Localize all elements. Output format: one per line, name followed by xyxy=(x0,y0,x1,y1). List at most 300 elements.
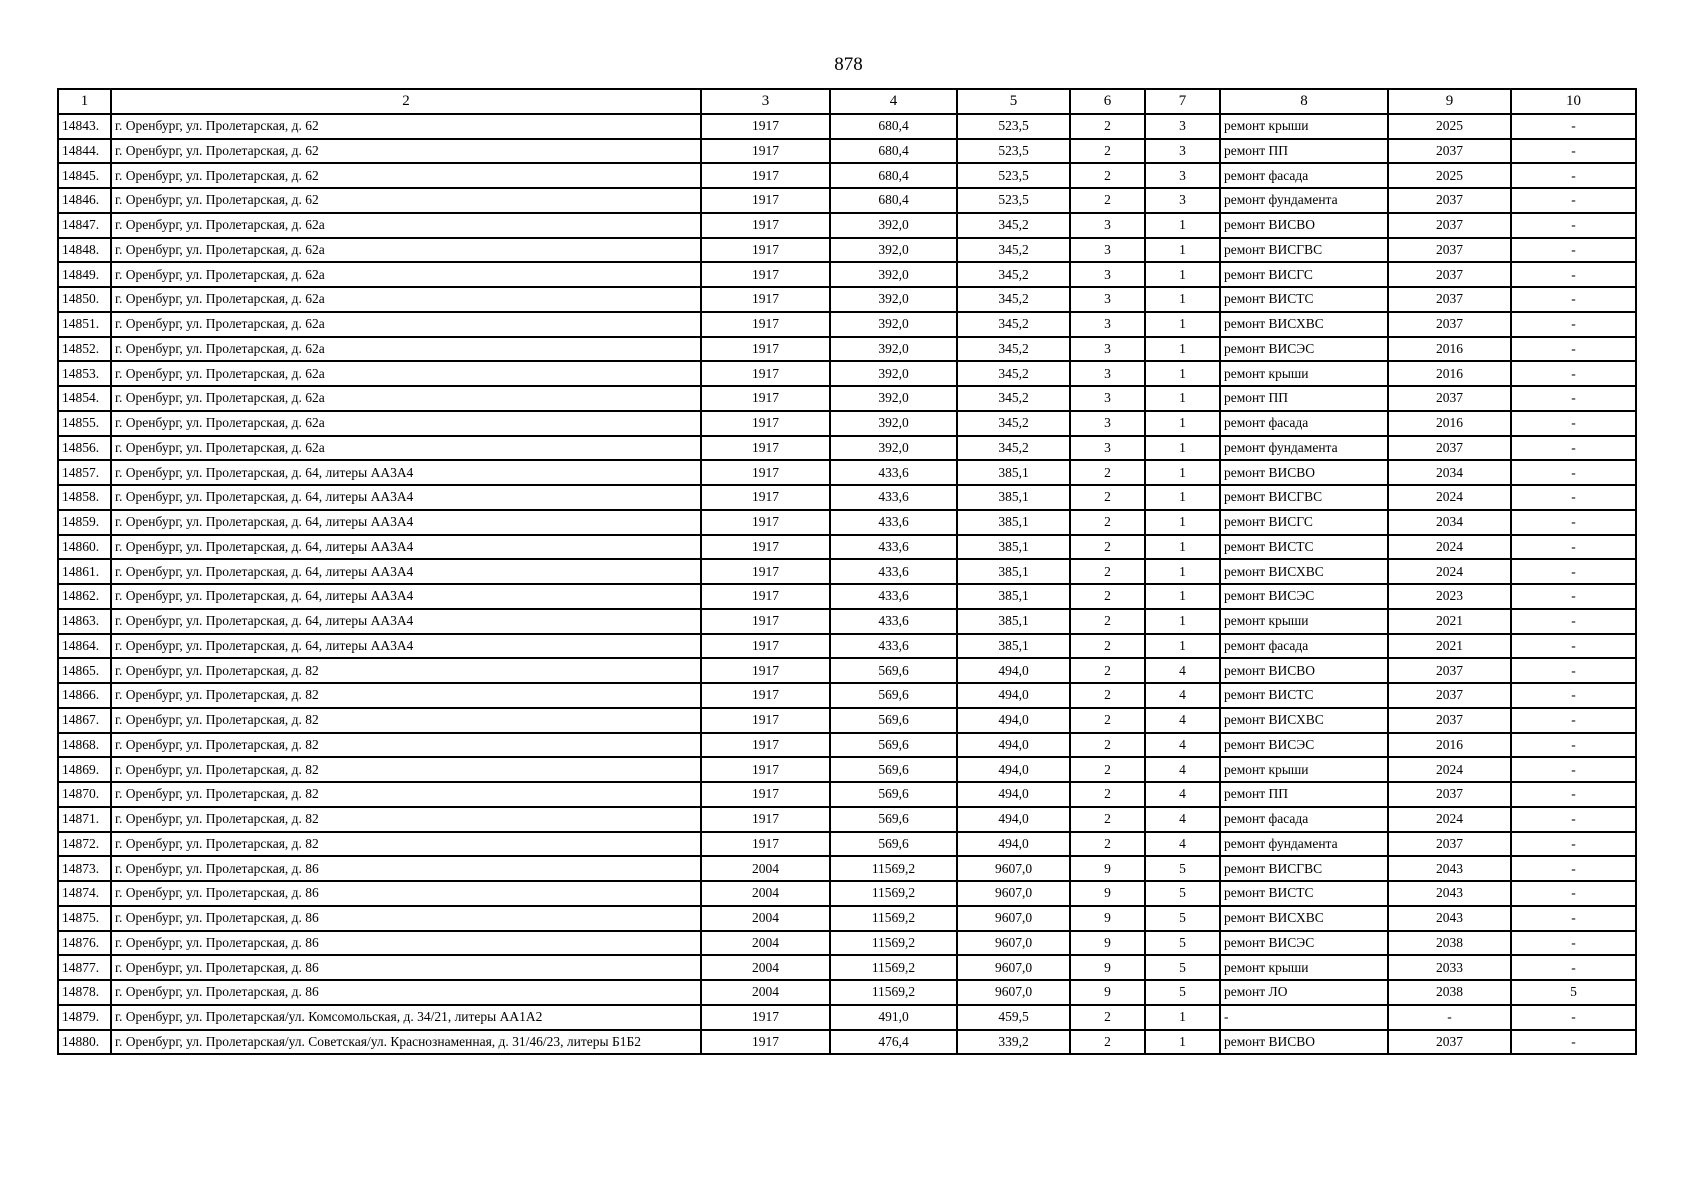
row-number-cell: 14849. xyxy=(58,262,111,287)
work-type-cell: ремонт ПП xyxy=(1220,386,1388,411)
row-number-cell: 14870. xyxy=(58,782,111,807)
work-type-cell: ремонт ВИСЭС xyxy=(1220,931,1388,956)
planned-year-cell: 2023 xyxy=(1388,584,1511,609)
living-area-cell: 345,2 xyxy=(957,262,1070,287)
planned-year-cell: 2033 xyxy=(1388,955,1511,980)
value-10-cell: - xyxy=(1511,386,1636,411)
entrances-cell: 4 xyxy=(1145,658,1220,683)
work-type-cell: ремонт ВИСВО xyxy=(1220,1030,1388,1055)
living-area-cell: 523,5 xyxy=(957,163,1070,188)
address-cell: г. Оренбург, ул. Пролетарская, д. 82 xyxy=(111,832,701,857)
value-10-cell: - xyxy=(1511,634,1636,659)
address-cell: г. Оренбург, ул. Пролетарская, д. 82 xyxy=(111,733,701,758)
year-built-cell: 1917 xyxy=(701,114,830,139)
value-10-cell: - xyxy=(1511,535,1636,560)
planned-year-cell: 2038 xyxy=(1388,931,1511,956)
work-type-cell: ремонт фундамента xyxy=(1220,188,1388,213)
planned-year-cell: 2037 xyxy=(1388,139,1511,164)
year-built-cell: 2004 xyxy=(701,856,830,881)
living-area-cell: 523,5 xyxy=(957,139,1070,164)
total-area-cell: 433,6 xyxy=(830,584,957,609)
row-number-cell: 14880. xyxy=(58,1030,111,1055)
value-10-cell: - xyxy=(1511,584,1636,609)
row-number-cell: 14856. xyxy=(58,436,111,461)
year-built-cell: 1917 xyxy=(701,535,830,560)
year-built-cell: 1917 xyxy=(701,238,830,263)
column-header-2: 2 xyxy=(111,89,701,114)
total-area-cell: 11569,2 xyxy=(830,931,957,956)
table-row xyxy=(58,931,1636,956)
floors-cell: 9 xyxy=(1070,881,1145,906)
value-10-cell: - xyxy=(1511,931,1636,956)
address-cell: г. Оренбург, ул. Пролетарская/ул. Комсомольская, д. 34/21, литеры АА1А2 xyxy=(111,1005,701,1030)
year-built-cell: 1917 xyxy=(701,386,830,411)
table-row xyxy=(58,584,1636,609)
living-area-cell: 494,0 xyxy=(957,658,1070,683)
total-area-cell: 476,4 xyxy=(830,1030,957,1055)
year-built-cell: 1917 xyxy=(701,163,830,188)
table-row xyxy=(58,114,1636,139)
work-type-cell: ремонт ЛО xyxy=(1220,980,1388,1005)
work-type-cell: - xyxy=(1220,1005,1388,1030)
living-area-cell: 385,1 xyxy=(957,634,1070,659)
living-area-cell: 9607,0 xyxy=(957,906,1070,931)
total-area-cell: 392,0 xyxy=(830,411,957,436)
planned-year-cell: 2037 xyxy=(1388,312,1511,337)
floors-cell: 2 xyxy=(1070,733,1145,758)
planned-year-cell: 2037 xyxy=(1388,213,1511,238)
planned-year-cell: 2037 xyxy=(1388,683,1511,708)
table-row xyxy=(58,535,1636,560)
floors-cell: 2 xyxy=(1070,535,1145,560)
table-row xyxy=(58,163,1636,188)
work-type-cell: ремонт фасада xyxy=(1220,807,1388,832)
work-type-cell: ремонт крыши xyxy=(1220,609,1388,634)
row-number-cell: 14852. xyxy=(58,337,111,362)
row-number-cell: 14848. xyxy=(58,238,111,263)
year-built-cell: 1917 xyxy=(701,634,830,659)
address-cell: г. Оренбург, ул. Пролетарская, д. 64, литеры АА3А4 xyxy=(111,584,701,609)
table-row xyxy=(58,485,1636,510)
row-number-cell: 14846. xyxy=(58,188,111,213)
year-built-cell: 1917 xyxy=(701,361,830,386)
address-cell: г. Оренбург, ул. Пролетарская, д. 62а xyxy=(111,312,701,337)
total-area-cell: 392,0 xyxy=(830,312,957,337)
entrances-cell: 4 xyxy=(1145,683,1220,708)
table-row xyxy=(58,411,1636,436)
work-type-cell: ремонт крыши xyxy=(1220,114,1388,139)
year-built-cell: 1917 xyxy=(701,609,830,634)
value-10-cell: - xyxy=(1511,411,1636,436)
column-header-10: 10 xyxy=(1511,89,1636,114)
floors-cell: 3 xyxy=(1070,213,1145,238)
column-header-8: 8 xyxy=(1220,89,1388,114)
table-row xyxy=(58,510,1636,535)
work-type-cell: ремонт ВИСТС xyxy=(1220,287,1388,312)
floors-cell: 9 xyxy=(1070,980,1145,1005)
row-number-cell: 14853. xyxy=(58,361,111,386)
value-10-cell: - xyxy=(1511,906,1636,931)
row-number-cell: 14867. xyxy=(58,708,111,733)
floors-cell: 3 xyxy=(1070,386,1145,411)
year-built-cell: 1917 xyxy=(701,807,830,832)
row-number-cell: 14860. xyxy=(58,535,111,560)
address-cell: г. Оренбург, ул. Пролетарская, д. 64, литеры АА3А4 xyxy=(111,609,701,634)
year-built-cell: 1917 xyxy=(701,832,830,857)
year-built-cell: 1917 xyxy=(701,510,830,535)
row-number-cell: 14878. xyxy=(58,980,111,1005)
year-built-cell: 2004 xyxy=(701,881,830,906)
floors-cell: 2 xyxy=(1070,163,1145,188)
year-built-cell: 1917 xyxy=(701,436,830,461)
address-cell: г. Оренбург, ул. Пролетарская, д. 86 xyxy=(111,980,701,1005)
table-row xyxy=(58,1005,1636,1030)
table-row xyxy=(58,386,1636,411)
floors-cell: 2 xyxy=(1070,460,1145,485)
entrances-cell: 1 xyxy=(1145,559,1220,584)
row-number-cell: 14844. xyxy=(58,139,111,164)
living-area-cell: 459,5 xyxy=(957,1005,1070,1030)
total-area-cell: 569,6 xyxy=(830,658,957,683)
table-row xyxy=(58,733,1636,758)
address-cell: г. Оренбург, ул. Пролетарская, д. 62 xyxy=(111,139,701,164)
planned-year-cell: 2037 xyxy=(1388,782,1511,807)
planned-year-cell: 2016 xyxy=(1388,733,1511,758)
table-row xyxy=(58,881,1636,906)
row-number-cell: 14858. xyxy=(58,485,111,510)
floors-cell: 2 xyxy=(1070,188,1145,213)
entrances-cell: 1 xyxy=(1145,386,1220,411)
value-10-cell: - xyxy=(1511,856,1636,881)
planned-year-cell: 2037 xyxy=(1388,287,1511,312)
value-10-cell: - xyxy=(1511,213,1636,238)
living-area-cell: 385,1 xyxy=(957,609,1070,634)
table-row xyxy=(58,856,1636,881)
entrances-cell: 5 xyxy=(1145,980,1220,1005)
work-type-cell: ремонт ВИСГВС xyxy=(1220,238,1388,263)
entrances-cell: 3 xyxy=(1145,114,1220,139)
value-10-cell: - xyxy=(1511,609,1636,634)
floors-cell: 2 xyxy=(1070,683,1145,708)
row-number-cell: 14850. xyxy=(58,287,111,312)
floors-cell: 3 xyxy=(1070,238,1145,263)
work-type-cell: ремонт фасада xyxy=(1220,634,1388,659)
entrances-cell: 1 xyxy=(1145,411,1220,436)
work-type-cell: ремонт ВИСВО xyxy=(1220,658,1388,683)
table-row xyxy=(58,708,1636,733)
entrances-cell: 1 xyxy=(1145,337,1220,362)
total-area-cell: 11569,2 xyxy=(830,955,957,980)
floors-cell: 2 xyxy=(1070,485,1145,510)
planned-year-cell: 2024 xyxy=(1388,757,1511,782)
floors-cell: 2 xyxy=(1070,114,1145,139)
address-cell: г. Оренбург, ул. Пролетарская, д. 62а xyxy=(111,262,701,287)
floors-cell: 2 xyxy=(1070,832,1145,857)
row-number-cell: 14855. xyxy=(58,411,111,436)
entrances-cell: 1 xyxy=(1145,584,1220,609)
address-cell: г. Оренбург, ул. Пролетарская, д. 82 xyxy=(111,658,701,683)
page-number: 878 xyxy=(834,54,863,75)
living-area-cell: 345,2 xyxy=(957,436,1070,461)
row-number-cell: 14857. xyxy=(58,460,111,485)
address-cell: г. Оренбург, ул. Пролетарская, д. 62а xyxy=(111,436,701,461)
living-area-cell: 9607,0 xyxy=(957,881,1070,906)
row-number-cell: 14854. xyxy=(58,386,111,411)
row-number-cell: 14877. xyxy=(58,955,111,980)
planned-year-cell: 2037 xyxy=(1388,188,1511,213)
year-built-cell: 1917 xyxy=(701,1030,830,1055)
address-cell: г. Оренбург, ул. Пролетарская, д. 64, литеры АА3А4 xyxy=(111,460,701,485)
living-area-cell: 523,5 xyxy=(957,188,1070,213)
living-area-cell: 385,1 xyxy=(957,460,1070,485)
work-type-cell: ремонт ВИСГС xyxy=(1220,510,1388,535)
value-10-cell: - xyxy=(1511,1005,1636,1030)
column-header-7: 7 xyxy=(1145,89,1220,114)
row-number-cell: 14865. xyxy=(58,658,111,683)
value-10-cell: - xyxy=(1511,163,1636,188)
table-row xyxy=(58,460,1636,485)
floors-cell: 2 xyxy=(1070,1005,1145,1030)
row-number-cell: 14847. xyxy=(58,213,111,238)
floors-cell: 2 xyxy=(1070,757,1145,782)
planned-year-cell: 2016 xyxy=(1388,361,1511,386)
table-row xyxy=(58,832,1636,857)
table-row xyxy=(58,287,1636,312)
year-built-cell: 1917 xyxy=(701,733,830,758)
floors-cell: 3 xyxy=(1070,312,1145,337)
planned-year-cell: 2016 xyxy=(1388,337,1511,362)
living-area-cell: 385,1 xyxy=(957,510,1070,535)
year-built-cell: 1917 xyxy=(701,1005,830,1030)
value-10-cell: - xyxy=(1511,559,1636,584)
entrances-cell: 1 xyxy=(1145,485,1220,510)
address-cell: г. Оренбург, ул. Пролетарская, д. 62а xyxy=(111,386,701,411)
column-header-3: 3 xyxy=(701,89,830,114)
floors-cell: 9 xyxy=(1070,856,1145,881)
column-header-5: 5 xyxy=(957,89,1070,114)
year-built-cell: 1917 xyxy=(701,262,830,287)
total-area-cell: 680,4 xyxy=(830,188,957,213)
floors-cell: 2 xyxy=(1070,634,1145,659)
total-area-cell: 680,4 xyxy=(830,163,957,188)
work-type-cell: ремонт ВИСГС xyxy=(1220,262,1388,287)
address-cell: г. Оренбург, ул. Пролетарская, д. 62 xyxy=(111,114,701,139)
living-area-cell: 494,0 xyxy=(957,683,1070,708)
table-row xyxy=(58,980,1636,1005)
table-row xyxy=(58,337,1636,362)
table-body xyxy=(58,114,1636,1055)
value-10-cell: - xyxy=(1511,287,1636,312)
entrances-cell: 4 xyxy=(1145,733,1220,758)
living-area-cell: 345,2 xyxy=(957,312,1070,337)
address-cell: г. Оренбург, ул. Пролетарская, д. 86 xyxy=(111,906,701,931)
total-area-cell: 11569,2 xyxy=(830,881,957,906)
address-cell: г. Оренбург, ул. Пролетарская, д. 82 xyxy=(111,683,701,708)
row-number-cell: 14879. xyxy=(58,1005,111,1030)
value-10-cell: 5 xyxy=(1511,980,1636,1005)
total-area-cell: 569,6 xyxy=(830,708,957,733)
value-10-cell: - xyxy=(1511,658,1636,683)
total-area-cell: 433,6 xyxy=(830,510,957,535)
table-row xyxy=(58,782,1636,807)
floors-cell: 3 xyxy=(1070,287,1145,312)
value-10-cell: - xyxy=(1511,312,1636,337)
address-cell: г. Оренбург, ул. Пролетарская, д. 62а xyxy=(111,213,701,238)
address-cell: г. Оренбург, ул. Пролетарская, д. 64, литеры АА3А4 xyxy=(111,485,701,510)
row-number-cell: 14862. xyxy=(58,584,111,609)
year-built-cell: 1917 xyxy=(701,411,830,436)
living-area-cell: 9607,0 xyxy=(957,931,1070,956)
entrances-cell: 1 xyxy=(1145,634,1220,659)
work-type-cell: ремонт фундамента xyxy=(1220,832,1388,857)
planned-year-cell: 2034 xyxy=(1388,510,1511,535)
value-10-cell: - xyxy=(1511,807,1636,832)
address-cell: г. Оренбург, ул. Пролетарская, д. 62а xyxy=(111,238,701,263)
value-10-cell: - xyxy=(1511,782,1636,807)
planned-year-cell: 2021 xyxy=(1388,634,1511,659)
living-area-cell: 9607,0 xyxy=(957,955,1070,980)
table-row xyxy=(58,361,1636,386)
living-area-cell: 385,1 xyxy=(957,559,1070,584)
living-area-cell: 494,0 xyxy=(957,832,1070,857)
address-cell: г. Оренбург, ул. Пролетарская, д. 86 xyxy=(111,931,701,956)
living-area-cell: 385,1 xyxy=(957,535,1070,560)
row-number-cell: 14866. xyxy=(58,683,111,708)
entrances-cell: 1 xyxy=(1145,510,1220,535)
table-row xyxy=(58,213,1636,238)
total-area-cell: 569,6 xyxy=(830,832,957,857)
entrances-cell: 1 xyxy=(1145,287,1220,312)
floors-cell: 2 xyxy=(1070,708,1145,733)
work-type-cell: ремонт ВИСЭС xyxy=(1220,733,1388,758)
floors-cell: 3 xyxy=(1070,262,1145,287)
entrances-cell: 1 xyxy=(1145,312,1220,337)
value-10-cell: - xyxy=(1511,881,1636,906)
total-area-cell: 569,6 xyxy=(830,757,957,782)
total-area-cell: 680,4 xyxy=(830,139,957,164)
planned-year-cell: 2034 xyxy=(1388,460,1511,485)
planned-year-cell: 2037 xyxy=(1388,658,1511,683)
planned-year-cell: - xyxy=(1388,1005,1511,1030)
work-type-cell: ремонт ВИСХВС xyxy=(1220,559,1388,584)
address-cell: г. Оренбург, ул. Пролетарская, д. 86 xyxy=(111,881,701,906)
value-10-cell: - xyxy=(1511,139,1636,164)
address-cell: г. Оренбург, ул. Пролетарская, д. 64, литеры АА3А4 xyxy=(111,559,701,584)
work-type-cell: ремонт ВИСГВС xyxy=(1220,485,1388,510)
living-area-cell: 345,2 xyxy=(957,411,1070,436)
year-built-cell: 1917 xyxy=(701,485,830,510)
work-type-cell: ремонт ВИСХВС xyxy=(1220,708,1388,733)
table-row xyxy=(58,658,1636,683)
planned-year-cell: 2037 xyxy=(1388,832,1511,857)
entrances-cell: 1 xyxy=(1145,361,1220,386)
total-area-cell: 392,0 xyxy=(830,436,957,461)
floors-cell: 2 xyxy=(1070,1030,1145,1055)
work-type-cell: ремонт ВИСТС xyxy=(1220,881,1388,906)
total-area-cell: 433,6 xyxy=(830,559,957,584)
total-area-cell: 433,6 xyxy=(830,535,957,560)
row-number-cell: 14876. xyxy=(58,931,111,956)
living-area-cell: 494,0 xyxy=(957,757,1070,782)
planned-year-cell: 2043 xyxy=(1388,906,1511,931)
living-area-cell: 9607,0 xyxy=(957,856,1070,881)
living-area-cell: 339,2 xyxy=(957,1030,1070,1055)
table-row xyxy=(58,906,1636,931)
table-row xyxy=(58,955,1636,980)
total-area-cell: 433,6 xyxy=(830,609,957,634)
row-number-cell: 14868. xyxy=(58,733,111,758)
address-cell: г. Оренбург, ул. Пролетарская, д. 86 xyxy=(111,955,701,980)
year-built-cell: 1917 xyxy=(701,757,830,782)
floors-cell: 2 xyxy=(1070,807,1145,832)
entrances-cell: 4 xyxy=(1145,708,1220,733)
value-10-cell: - xyxy=(1511,238,1636,263)
table-row xyxy=(58,1030,1636,1055)
work-type-cell: ремонт ВИСТС xyxy=(1220,535,1388,560)
total-area-cell: 11569,2 xyxy=(830,906,957,931)
floors-cell: 2 xyxy=(1070,510,1145,535)
year-built-cell: 1917 xyxy=(701,460,830,485)
value-10-cell: - xyxy=(1511,757,1636,782)
value-10-cell: - xyxy=(1511,1030,1636,1055)
floors-cell: 9 xyxy=(1070,955,1145,980)
row-number-cell: 14864. xyxy=(58,634,111,659)
floors-cell: 2 xyxy=(1070,139,1145,164)
living-area-cell: 345,2 xyxy=(957,361,1070,386)
floors-cell: 2 xyxy=(1070,584,1145,609)
column-header-1: 1 xyxy=(58,89,111,114)
address-cell: г. Оренбург, ул. Пролетарская, д. 62а xyxy=(111,287,701,312)
entrances-cell: 5 xyxy=(1145,856,1220,881)
floors-cell: 3 xyxy=(1070,337,1145,362)
planned-year-cell: 2025 xyxy=(1388,163,1511,188)
year-built-cell: 1917 xyxy=(701,312,830,337)
living-area-cell: 523,5 xyxy=(957,114,1070,139)
entrances-cell: 4 xyxy=(1145,757,1220,782)
work-type-cell: ремонт ВИСТС xyxy=(1220,683,1388,708)
row-number-cell: 14851. xyxy=(58,312,111,337)
living-area-cell: 494,0 xyxy=(957,733,1070,758)
planned-year-cell: 2016 xyxy=(1388,411,1511,436)
year-built-cell: 1917 xyxy=(701,708,830,733)
floors-cell: 3 xyxy=(1070,361,1145,386)
work-type-cell: ремонт крыши xyxy=(1220,955,1388,980)
row-number-cell: 14869. xyxy=(58,757,111,782)
column-header-4: 4 xyxy=(830,89,957,114)
address-cell: г. Оренбург, ул. Пролетарская, д. 82 xyxy=(111,757,701,782)
entrances-cell: 3 xyxy=(1145,163,1220,188)
living-area-cell: 345,2 xyxy=(957,238,1070,263)
address-cell: г. Оренбург, ул. Пролетарская, д. 82 xyxy=(111,708,701,733)
row-number-cell: 14872. xyxy=(58,832,111,857)
floors-cell: 2 xyxy=(1070,609,1145,634)
row-number-cell: 14845. xyxy=(58,163,111,188)
year-built-cell: 1917 xyxy=(701,782,830,807)
year-built-cell: 1917 xyxy=(701,584,830,609)
planned-year-cell: 2021 xyxy=(1388,609,1511,634)
living-area-cell: 345,2 xyxy=(957,386,1070,411)
year-built-cell: 2004 xyxy=(701,980,830,1005)
entrances-cell: 5 xyxy=(1145,931,1220,956)
year-built-cell: 2004 xyxy=(701,955,830,980)
living-area-cell: 385,1 xyxy=(957,485,1070,510)
row-number-cell: 14871. xyxy=(58,807,111,832)
year-built-cell: 1917 xyxy=(701,287,830,312)
entrances-cell: 5 xyxy=(1145,906,1220,931)
address-cell: г. Оренбург, ул. Пролетарская, д. 64, литеры АА3А4 xyxy=(111,510,701,535)
year-built-cell: 1917 xyxy=(701,188,830,213)
entrances-cell: 1 xyxy=(1145,1005,1220,1030)
